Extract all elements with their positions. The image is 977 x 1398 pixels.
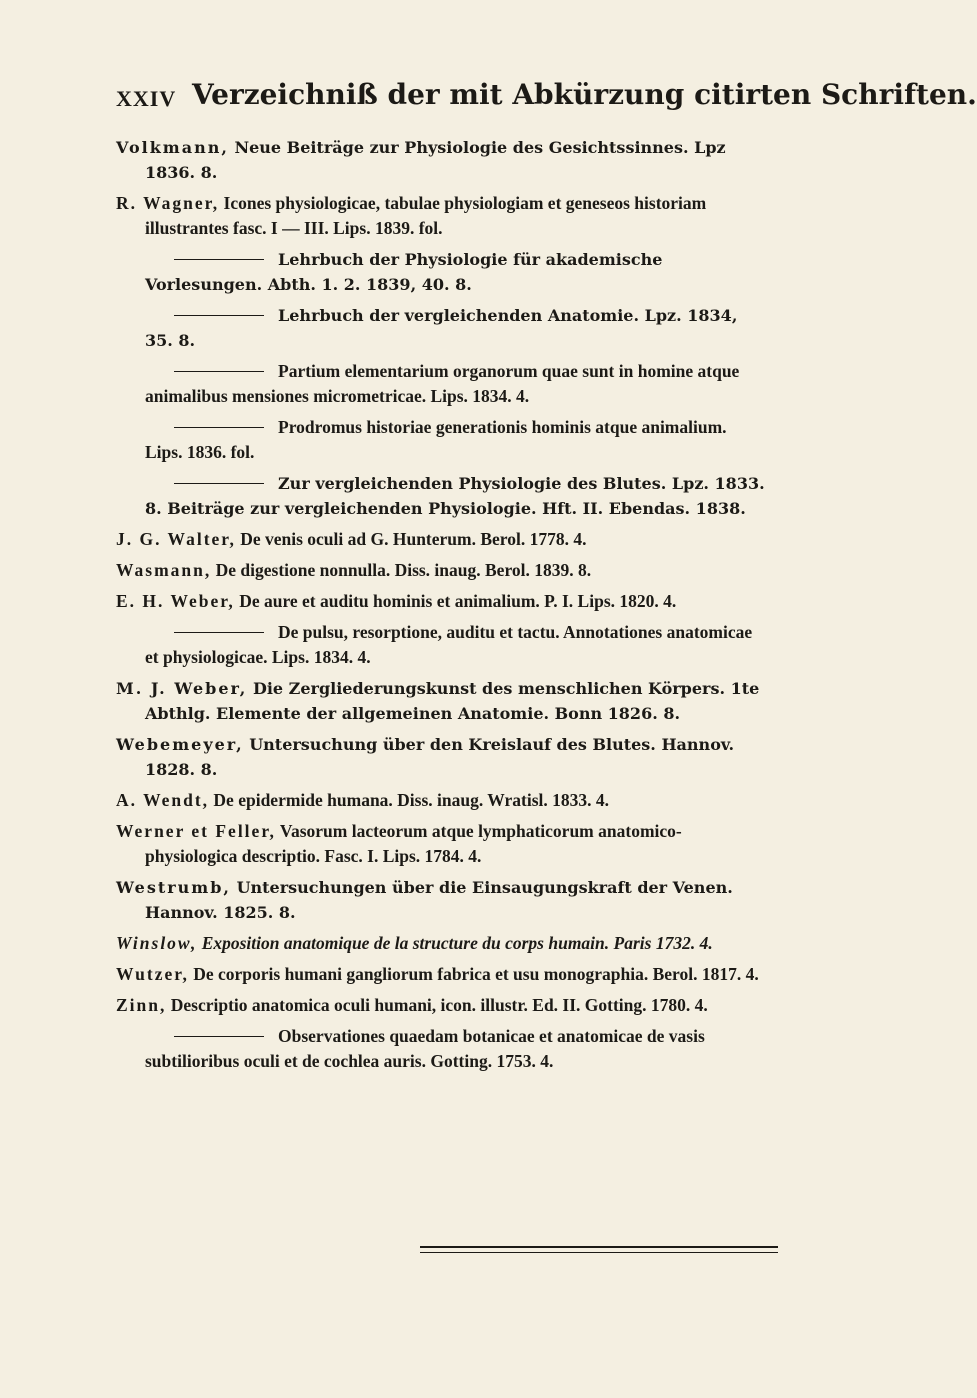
bibliography-entry <box>116 247 766 297</box>
bibliography-entry <box>116 962 766 987</box>
entry-title: Observationes quaedam botanicae et anatomicae de vasis subtilioribus oculi et de cochlea auris. Gotting. 1753. 4. <box>145 1026 705 1071</box>
entry-title: Untersuchungen über die Einsaugungskraft der Venen. Hannov. 1825. 8. <box>145 878 733 922</box>
entry-title: Untersuchung über den Kreislauf des Blutes. Hannov. 1828. 8. <box>145 735 735 779</box>
bibliography-entry <box>116 527 766 552</box>
footer-rule-thin <box>420 1252 778 1253</box>
page-number: XXIV <box>116 86 177 111</box>
bibliography-entry <box>116 819 766 869</box>
entry-title: Lehrbuch der Physiologie für akademische Vorlesungen. Abth. 1. 2. 1839, 40. 8. <box>145 250 663 294</box>
bibliography-entry <box>116 471 766 521</box>
bibliography-entry <box>116 993 766 1018</box>
entry-title: De corporis humani gangliorum fabrica et usu monographia. Berol. 1817. 4. <box>188 964 759 984</box>
bibliography-entry <box>116 303 766 353</box>
entry-author: Zinn, <box>116 995 167 1015</box>
entry-title: Icones physiologicae, tabulae physiologiam et geneseos historiam illustrantes fasc. I — III. Lips. 1839. fol. <box>145 193 707 238</box>
entry-title: De aure et auditu hominis et animalium. P. I. Lips. 1820. 4. <box>234 591 677 611</box>
bibliography-entry <box>116 620 766 670</box>
entry-author: J. G. Walter, <box>116 529 236 549</box>
entry-author: R. Wagner, <box>116 193 220 213</box>
entry-title: Partium elementarium organorum quae sunt in homine atque animalibus mensiones micrometricae. Lips. 1834. 4. <box>145 361 740 406</box>
entry-author: Webemeyer, <box>116 735 244 754</box>
entry-author: Volkmann, <box>116 138 229 157</box>
footer-rule <box>420 1246 778 1248</box>
ditto-dash <box>174 1036 264 1037</box>
running-title: Verzeichniß der mit Abkürzung citirten Schriften. <box>192 78 977 111</box>
entry-title: Prodromus historiae generationis hominis atque animalium. Lips. 1836. fol. <box>145 417 727 462</box>
page-header <box>116 78 977 118</box>
entry-title: Exposition anatomique de la structure du corps humain. Paris 1732. 4. <box>197 933 713 953</box>
ditto-dash <box>174 259 264 260</box>
entry-author: Wutzer, <box>116 964 189 984</box>
entry-author: M. J. Weber, <box>116 679 248 698</box>
entry-title: Zur vergleichenden Physiologie des Blutes. Lpz. 1833. 8. Beiträge zur vergleichenden Physiologie. Hft. II. Ebendas. 1838. <box>145 474 765 518</box>
bibliography-entry <box>116 589 766 614</box>
ditto-dash <box>174 483 264 484</box>
entry-author: Westrumb, <box>116 878 231 897</box>
entry-title: Vasorum lacteorum atque lymphaticorum anatomico-physiologica descriptio. Fasc. I. Lips. 1784. 4. <box>145 821 682 866</box>
ditto-dash <box>174 371 264 372</box>
bibliography-entry <box>116 732 766 782</box>
bibliography-list <box>116 135 766 1080</box>
bibliography-entry <box>116 558 766 583</box>
bibliography-entry <box>116 415 766 465</box>
bibliography-entry <box>116 359 766 409</box>
ditto-dash <box>174 427 264 428</box>
entry-author: E. H. Weber, <box>116 591 235 611</box>
entry-title: Descriptio anatomica oculi humani, icon. illustr. Ed. II. Gotting. 1780. 4. <box>166 995 708 1015</box>
entry-author: A. Wendt, <box>116 790 210 810</box>
ditto-dash <box>174 632 264 633</box>
entry-author: Winslow, <box>116 933 198 953</box>
bibliography-entry <box>116 135 766 185</box>
bibliography-entry <box>116 875 766 925</box>
entry-title: Die Zergliederungskunst des menschlichen Körpers. 1te Abthlg. Elemente der allgemeinen Anatomie. Bonn 1826. 8. <box>145 679 760 723</box>
entry-author: Werner et Feller, <box>116 821 276 841</box>
bibliography-entry <box>116 1024 766 1074</box>
entry-title: Neue Beiträge zur Physiologie des Gesichtssinnes. Lpz 1836. 8. <box>145 138 726 182</box>
entry-title: De pulsu, resorptione, auditu et tactu. Annotationes anatomicae et physiologicae. Lips. 1834. 4. <box>145 622 753 667</box>
entry-title: De digestione nonnulla. Diss. inaug. Berol. 1839. 8. <box>211 560 592 580</box>
entry-title: Lehrbuch der vergleichenden Anatomie. Lpz. 1834, 35. 8. <box>145 306 738 350</box>
bibliography-entry <box>116 191 766 241</box>
bibliography-entry <box>116 788 766 813</box>
entry-author: Wasmann, <box>116 560 212 580</box>
entry-title: De epidermide humana. Diss. inaug. Wratisl. 1833. 4. <box>209 790 609 810</box>
entry-title: De venis oculi ad G. Hunterum. Berol. 1778. 4. <box>235 529 587 549</box>
ditto-dash <box>174 315 264 316</box>
bibliography-entry <box>116 676 766 726</box>
bibliography-entry <box>116 931 766 956</box>
